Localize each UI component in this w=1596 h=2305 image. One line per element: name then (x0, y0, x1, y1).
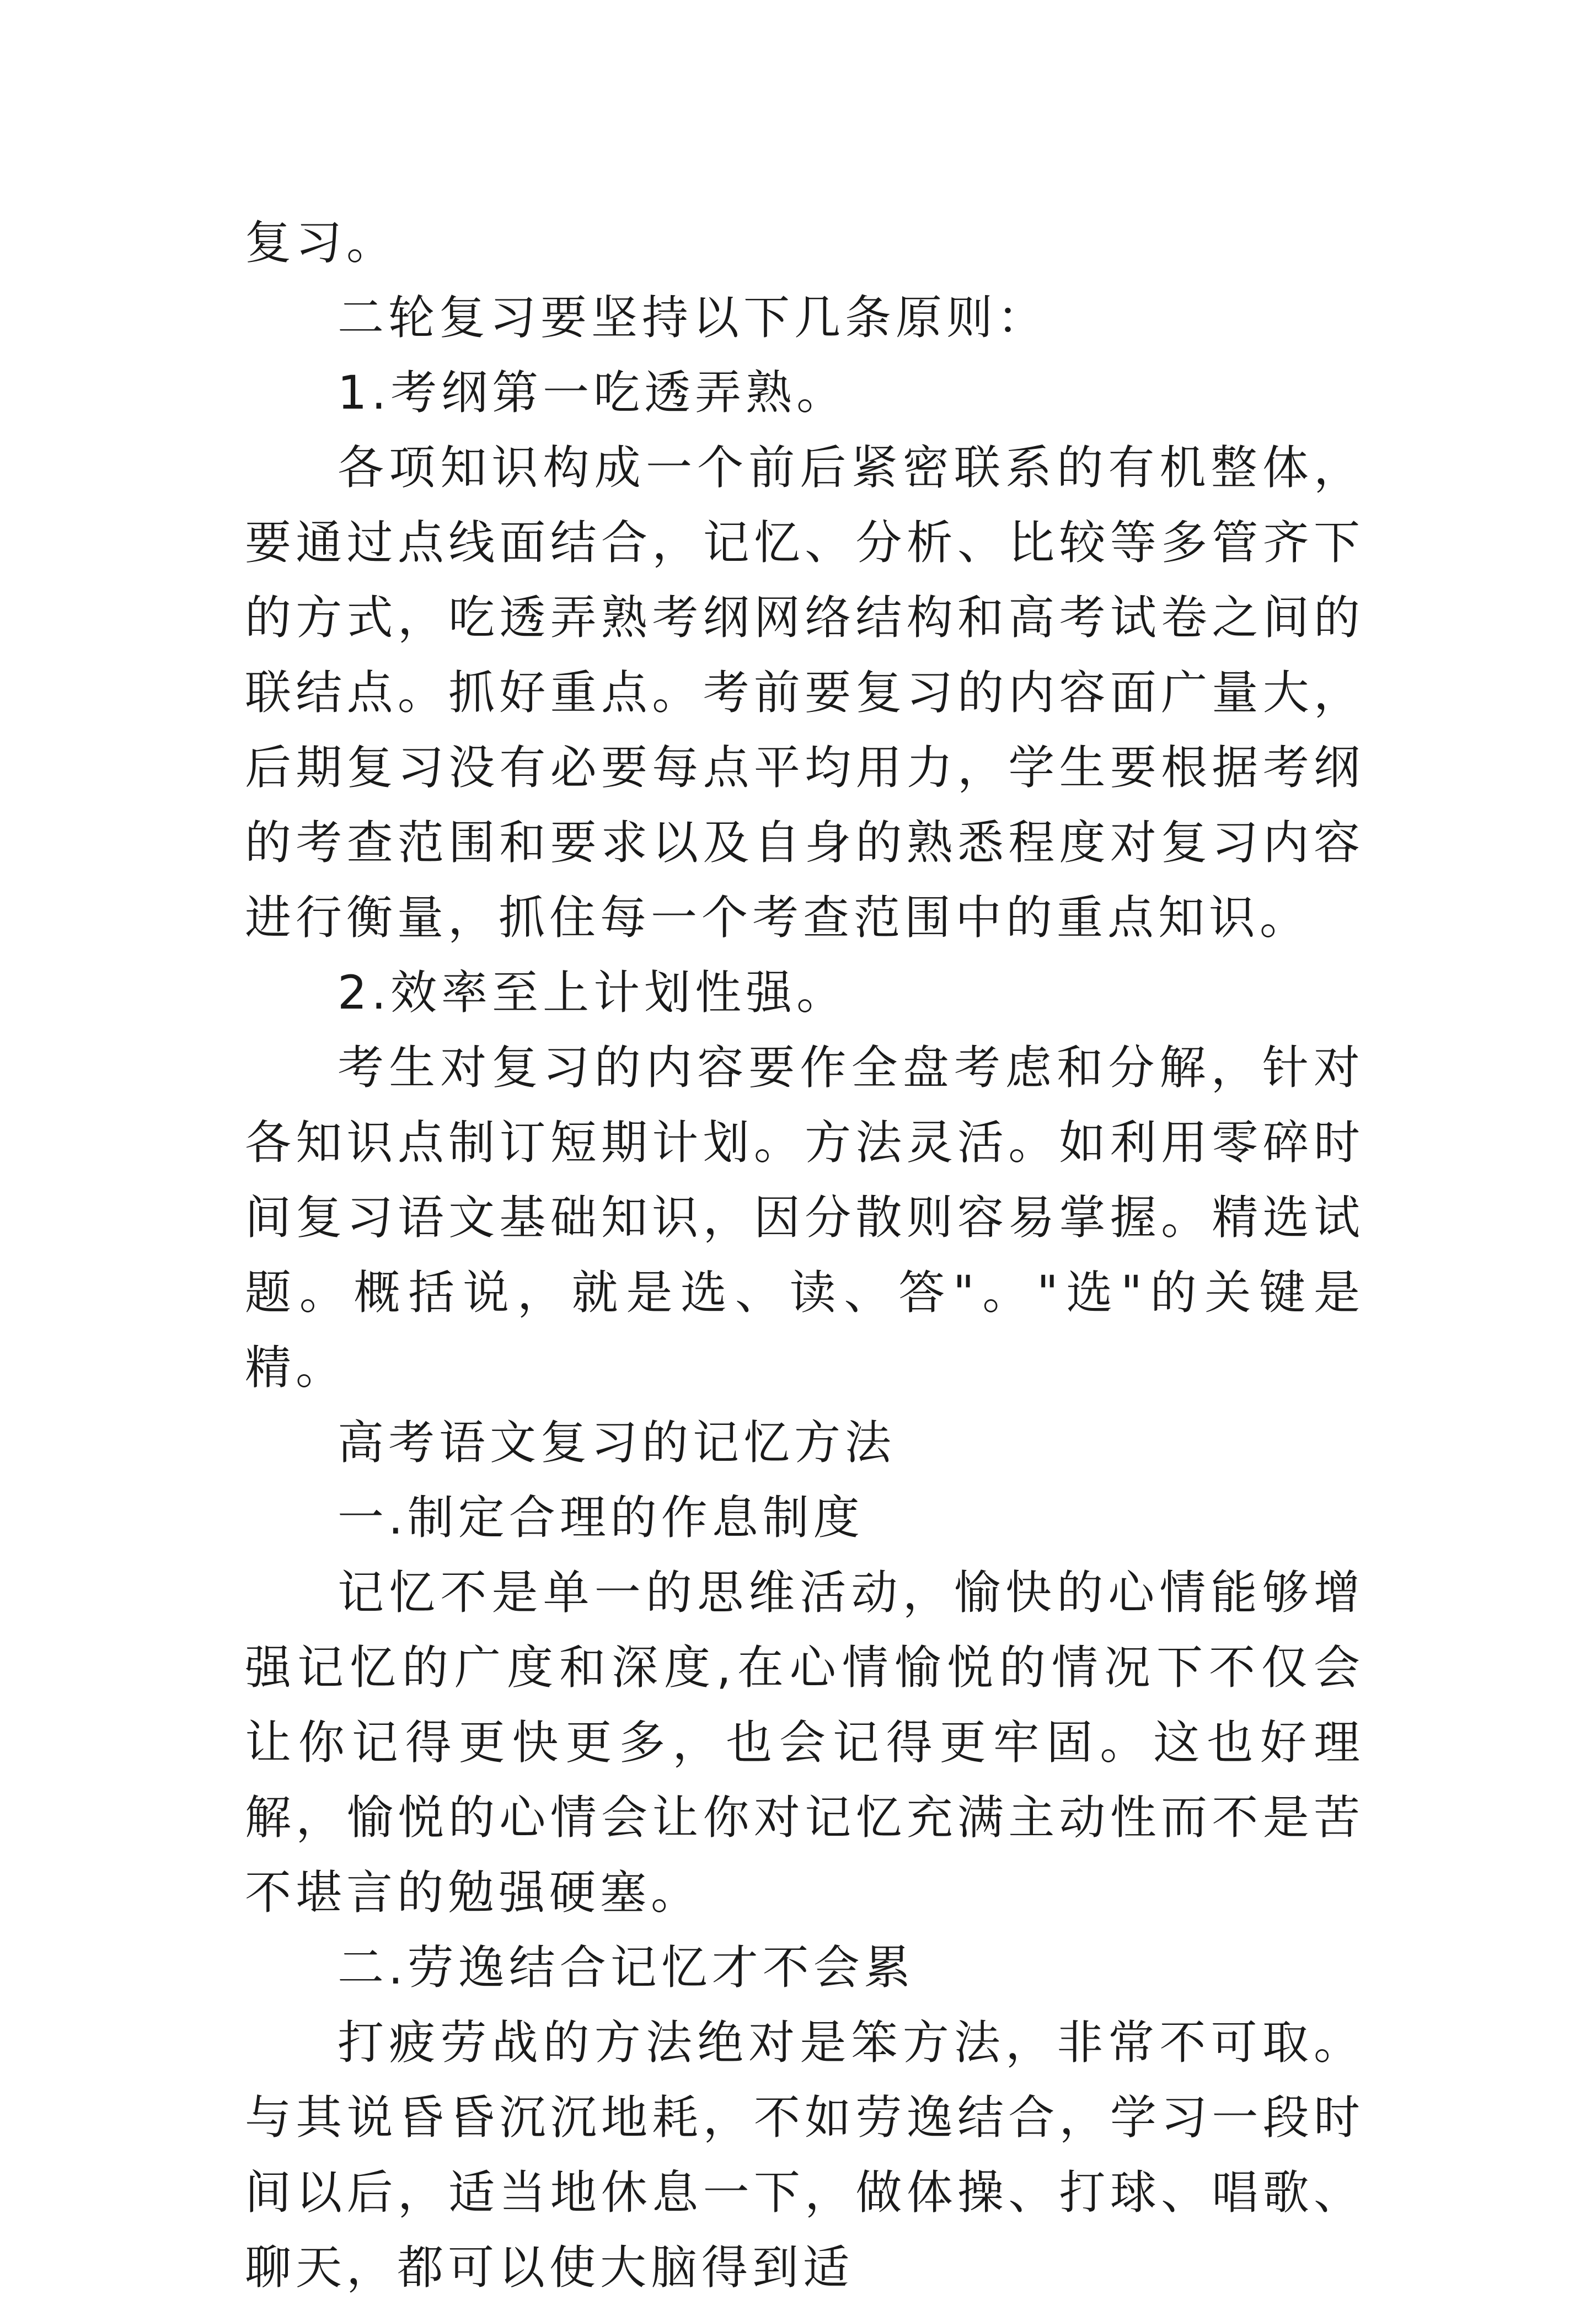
subheading-2: 二.劳逸结合记忆才不会累 (338, 1941, 915, 1995)
paragraph-4: 考生对复习的内容要作全盘考虑和分解，针对各知识点制订短期计划。方法灵活。如利用零碎时间复习语文基础知识，因分散则容易掌握。精选试题。概括说，就是选、读、答"。"选"的关键是精。 (245, 1041, 1364, 1395)
paragraph-2: 二轮复习要坚持以下几条原则： (338, 291, 1048, 345)
section-heading-2: 2.效率至上计划性强。 (338, 966, 848, 1020)
document-body (245, 205, 1364, 2305)
subheading-1: 一.制定合理的作息制度 (338, 1491, 864, 1545)
section-heading-1: 1.考纲第一吃透弄熟。 (338, 366, 848, 420)
paragraph-6: 打疲劳战的方法绝对是笨方法，非常不可取。与其说昏昏沉沉地耗，不如劳逸结合，学习一段时间以后，适当地休息一下，做体操、打球、唱歌、聊天，都可以使大脑得到适 (245, 2015, 1364, 2295)
paragraph-1: 复习。 (245, 216, 398, 270)
paragraph-3: 各项知识构成一个前后紧密联系的有机整体，要通过点线面结合，记忆、分析、比较等多管齐下的方式，吃透弄熟考纲网络结构和高考试卷之间的联结点。抓好重点。考前要复习的内容面广量大，后期复习没有必要每点平均用力，学生要根据考纲的考查范围和要求以及自身的熟悉程度对复习内容进行衡量，抓住每一个考查范围中的重点知识。 (245, 441, 1364, 945)
paragraph-5: 记忆不是单一的思维活动，愉快的心情能够增强记忆的广度和深度,在心情愉悦的情况下不仅会让你记得更快更多，也会记得更牢固。这也好理解，愉悦的心情会让你对记忆充满主动性而不是苦不堪言的勉强硬塞。 (245, 1566, 1364, 1920)
section-title: 高考语文复习的记忆方法 (338, 1416, 896, 1470)
